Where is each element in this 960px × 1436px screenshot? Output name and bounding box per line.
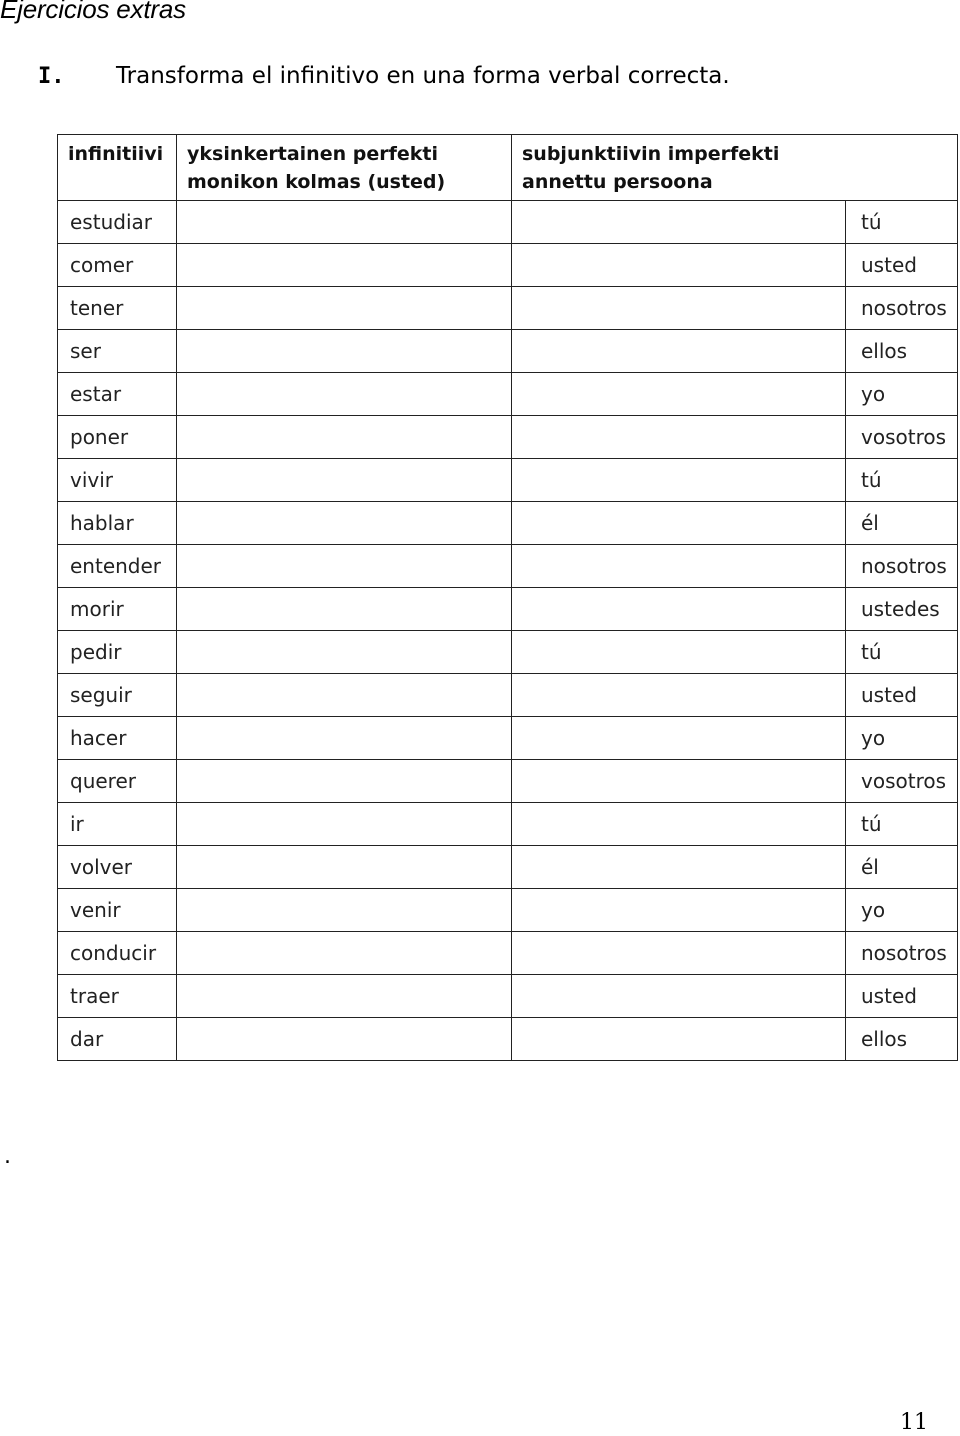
perfect-answer-cell[interactable] <box>177 416 512 459</box>
person-cell: tú <box>846 803 958 846</box>
perfect-answer-cell[interactable] <box>177 545 512 588</box>
person-cell: tú <box>846 631 958 674</box>
infinitive-cell: poner <box>58 416 177 459</box>
infinitive-cell: querer <box>58 760 177 803</box>
stray-mark: . <box>4 1144 11 1169</box>
perfect-answer-cell[interactable] <box>177 588 512 631</box>
page-title: Ejercicios extras <box>0 0 186 24</box>
subjunctive-answer-cell[interactable] <box>512 803 846 846</box>
person-cell: yo <box>846 717 958 760</box>
person-cell: nosotros <box>846 932 958 975</box>
perfect-answer-cell[interactable] <box>177 330 512 373</box>
infinitive-cell: pedir <box>58 631 177 674</box>
exercise-number: I. <box>38 64 65 89</box>
infinitive-cell: venir <box>58 889 177 932</box>
subjunctive-answer-cell[interactable] <box>512 674 846 717</box>
table-row <box>58 416 958 459</box>
infinitive-cell: morir <box>58 588 177 631</box>
infinitive-cell: hablar <box>58 502 177 545</box>
table-row <box>58 846 958 889</box>
person-cell: usted <box>846 674 958 717</box>
person-cell: vosotros <box>846 760 958 803</box>
table-row <box>58 803 958 846</box>
subjunctive-answer-cell[interactable] <box>512 416 846 459</box>
perfect-answer-cell[interactable] <box>177 244 512 287</box>
subjunctive-answer-cell[interactable] <box>512 631 846 674</box>
person-cell: yo <box>846 373 958 416</box>
table-header-row <box>58 135 958 201</box>
perfect-answer-cell[interactable] <box>177 889 512 932</box>
infinitive-cell: ser <box>58 330 177 373</box>
infinitive-cell: comer <box>58 244 177 287</box>
infinitive-cell: ir <box>58 803 177 846</box>
subjunctive-answer-cell[interactable] <box>512 975 846 1018</box>
table-row <box>58 674 958 717</box>
infinitive-cell: estar <box>58 373 177 416</box>
person-cell: él <box>846 846 958 889</box>
person-cell: nosotros <box>846 545 958 588</box>
table-row <box>58 287 958 330</box>
table-row <box>58 545 958 588</box>
person-cell: vosotros <box>846 416 958 459</box>
table-row <box>58 975 958 1018</box>
infinitive-cell: vivir <box>58 459 177 502</box>
perfect-answer-cell[interactable] <box>177 717 512 760</box>
perfect-answer-cell[interactable] <box>177 803 512 846</box>
perfect-answer-cell[interactable] <box>177 1018 512 1061</box>
person-cell: ellos <box>846 1018 958 1061</box>
person-cell: tú <box>846 201 958 244</box>
table-row <box>58 889 958 932</box>
perfect-answer-cell[interactable] <box>177 287 512 330</box>
subjunctive-answer-cell[interactable] <box>512 717 846 760</box>
perfect-answer-cell[interactable] <box>177 631 512 674</box>
subjunctive-answer-cell[interactable] <box>512 588 846 631</box>
subjunctive-answer-cell[interactable] <box>512 760 846 803</box>
table-row <box>58 932 958 975</box>
person-cell: tú <box>846 459 958 502</box>
header-perfect: yksinkertainen perfekti monikon kolmas (usted) <box>177 135 512 201</box>
instruction-text: Transforma el infinitivo en una forma verbal correcta. <box>116 63 730 89</box>
subjunctive-answer-cell[interactable] <box>512 889 846 932</box>
subjunctive-answer-cell[interactable] <box>512 846 846 889</box>
table-row <box>58 1018 958 1061</box>
person-cell: él <box>846 502 958 545</box>
perfect-answer-cell[interactable] <box>177 201 512 244</box>
infinitive-cell: conducir <box>58 932 177 975</box>
perfect-answer-cell[interactable] <box>177 459 512 502</box>
person-cell: usted <box>846 975 958 1018</box>
infinitive-cell: estudiar <box>58 201 177 244</box>
page-number: 11 <box>900 1410 928 1435</box>
table-row <box>58 201 958 244</box>
table-row <box>58 588 958 631</box>
infinitive-cell: hacer <box>58 717 177 760</box>
perfect-answer-cell[interactable] <box>177 502 512 545</box>
perfect-answer-cell[interactable] <box>177 674 512 717</box>
table-row <box>58 373 958 416</box>
table-row <box>58 631 958 674</box>
subjunctive-answer-cell[interactable] <box>512 502 846 545</box>
perfect-answer-cell[interactable] <box>177 975 512 1018</box>
person-cell: nosotros <box>846 287 958 330</box>
perfect-answer-cell[interactable] <box>177 846 512 889</box>
subjunctive-answer-cell[interactable] <box>512 1018 846 1061</box>
person-cell: ustedes <box>846 588 958 631</box>
perfect-answer-cell[interactable] <box>177 932 512 975</box>
person-cell: usted <box>846 244 958 287</box>
subjunctive-answer-cell[interactable] <box>512 201 846 244</box>
subjunctive-answer-cell[interactable] <box>512 545 846 588</box>
subjunctive-answer-cell[interactable] <box>512 244 846 287</box>
table-row <box>58 502 958 545</box>
subjunctive-answer-cell[interactable] <box>512 932 846 975</box>
perfect-answer-cell[interactable] <box>177 373 512 416</box>
infinitive-cell: traer <box>58 975 177 1018</box>
table-row <box>58 717 958 760</box>
table-row <box>58 760 958 803</box>
infinitive-cell: tener <box>58 287 177 330</box>
perfect-answer-cell[interactable] <box>177 760 512 803</box>
table-row <box>58 330 958 373</box>
exercise-instruction <box>38 63 730 89</box>
person-cell: ellos <box>846 330 958 373</box>
header-person <box>846 135 958 201</box>
header-infinitive: infinitiivi <box>58 135 177 201</box>
infinitive-cell: dar <box>58 1018 177 1061</box>
header-subjunctive: subjunktiivin imperfekti annettu persoona <box>512 135 846 201</box>
subjunctive-answer-cell[interactable] <box>512 459 846 502</box>
subjunctive-answer-cell[interactable] <box>512 373 846 416</box>
person-cell: yo <box>846 889 958 932</box>
subjunctive-answer-cell[interactable] <box>512 330 846 373</box>
table-row <box>58 244 958 287</box>
conjugation-worksheet <box>57 134 957 1060</box>
conjugation-table <box>57 134 958 1061</box>
infinitive-cell: entender <box>58 545 177 588</box>
subjunctive-answer-cell[interactable] <box>512 287 846 330</box>
infinitive-cell: volver <box>58 846 177 889</box>
infinitive-cell: seguir <box>58 674 177 717</box>
table-row <box>58 459 958 502</box>
